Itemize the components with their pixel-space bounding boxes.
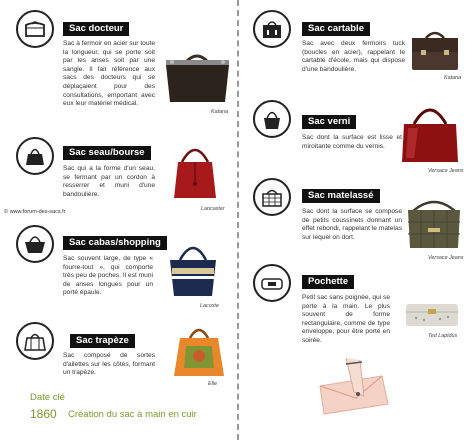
brand-cabas: Lacoste [200,303,219,309]
brand-cartable: Katana [444,75,462,81]
tote-bag-icon [16,225,54,263]
section-title-pochette: Pochette [302,275,354,289]
section-text-pochette: Petit sac sans poignée, qui se porte à la main. Le plus souvent de forme rectangulaire, comme de type enveloppe, pour être porté en soirée. [302,294,390,344]
brand-pochette: Ted Lapidus [428,333,458,339]
quilted-bag-icon [253,178,291,216]
section-text-verni: Sac dont la surface est lisse et miroitante comme du vernis. [302,134,402,150]
section-text-docteur: Sac à fermoir en acier sur toute la longueur, qui se porte soit par les anses soit par une sangle. Il fait référence aux sacs des docteurs qui se déplaçaient pour des consultations, emportant avec eux leur matériel médical. [63,40,155,108]
website-credit: © www.forum-des-sacs.fr [4,209,66,215]
brand-seau: Lancaster [201,206,225,212]
satchel-bag-icon [253,10,291,48]
bucket-bag-icon [16,137,54,175]
section-text-cartable: Sac avec deux fermoirs tuck (boucles en acier), rappelant le cartable d'école, mais qui dispose d'une bandoulière. [302,40,405,73]
column-divider [237,0,239,440]
satchel-bag-photo [408,26,462,72]
section-text-matelasse: Sac dont la surface se compose de petits coussinets donnant un effet rebondi, rappelant le matelas sur lequel on dort. [302,208,402,241]
section-text-cabas: Sac souvent large, de type « fourre-tout », qui comporte très peu de poches. Il est muni de anses longues pour un porté épaule. [63,255,153,297]
section-title-seau: Sac seau/bourse [63,146,151,160]
trapeze-bag-icon [16,322,54,360]
clutch-photo [404,300,460,328]
clutch-sketch-illustration [316,352,390,424]
brand-docteur: Katana [211,109,229,115]
brand-matelasse: Versace Jeans [428,255,464,261]
section-title-verni: Sac verni [302,115,356,129]
section-title-docteur: Sac docteur [63,22,129,36]
patent-bag-icon [253,100,291,138]
bucket-bag-photo [172,140,218,202]
section-text-seau: Sac qui a la forme d'un seau, se fermant par un cordon à resserrer et muni d'une bandoulière. [63,165,155,198]
key-date-year: 1860 [30,407,57,421]
brand-verni: Versace Jeans [428,168,464,174]
section-title-cartable: Sac cartable [302,22,370,36]
patent-bag-photo [398,98,462,166]
brand-trapeze: Elle [208,381,217,387]
section-text-trapeze: Sac composé de sortes d'ailettes sur les côtés, formant un trapèze. [63,352,155,377]
section-title-trapeze: Sac trapèze [70,334,135,348]
doctor-bag-icon [16,10,54,48]
section-title-matelasse: Sac matelassé [302,189,380,203]
quilted-bag-photo [404,192,464,252]
tote-bag-photo [166,238,220,300]
key-date-label: Date clé [30,392,65,403]
trapeze-bag-photo [172,322,226,378]
section-title-cabas: Sac cabas/shopping [63,236,167,250]
doctor-bag-photo [160,48,235,106]
clutch-icon [253,264,291,302]
key-date-event: Création du sac à main en cuir [68,409,197,420]
